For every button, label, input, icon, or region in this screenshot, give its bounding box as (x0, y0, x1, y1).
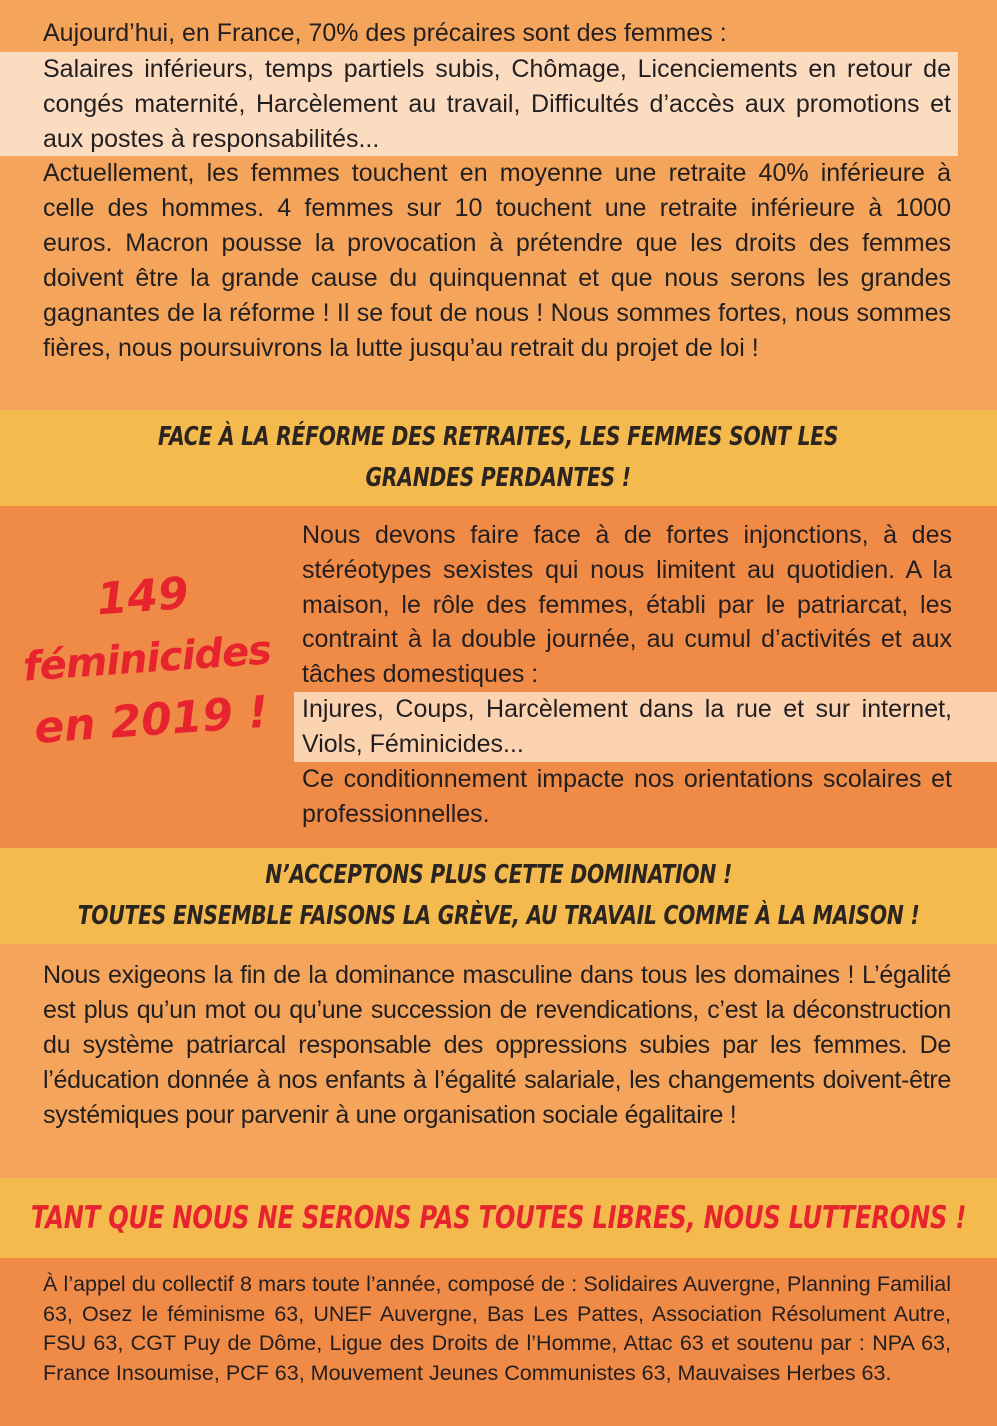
headline-line: TOUTES ENSEMBLE FAISONS LA GRÈVE, AU TRAVAIL COMME À LA MAISON ! (77, 901, 920, 931)
headline-line: GRANDES PERDANTES ! (365, 463, 632, 493)
footer-section (0, 1258, 997, 1426)
headline-line: FACE À LA RÉFORME DES RETRAITES, LES FEMMES SONT LES (158, 422, 839, 452)
demands-section (0, 944, 997, 1178)
headline-text (78, 855, 920, 937)
headline-retraites (0, 410, 997, 506)
headline-line: N’ACCEPTONS PLUS CETTE DOMINATION ! (265, 860, 732, 890)
feminicides-word: féminicides (21, 627, 273, 691)
headline-domination (0, 848, 997, 944)
intro-line: Aujourd’hui, en France, 70% des précaires sont des femmes : (43, 19, 727, 47)
intro-body: Actuellement, les femmes touchent en moyenne une retraite 40% inférieure à celle des hommes. 4 femmes sur 10 touchent une retraite inférieure à 1000 euros. Macron pousse la provocation à prétendre que les droits des femmes doivent être la grande cause du quinquennat et que nous serons les grandes gagnantes de la réforme ! Il se fout de nous ! Nous sommes fortes, nous sommes fières, nous poursuivrons la lutte jusqu’au retrait du projet de loi ! (43, 159, 951, 362)
violence-conclusion: Ce conditionnement impacte nos orientations scolaires et professionnelles. (302, 765, 952, 828)
feminicides-year: en 2019 ! (32, 686, 270, 754)
feminicides-callout (16, 558, 278, 761)
intro-section (0, 0, 997, 410)
headline-text (158, 417, 838, 499)
violence-section (0, 506, 997, 848)
headline-text: TANT QUE NOUS NE SERONS PAS TOUTES LIBRES, NOUS LUTTERONS ! (30, 1199, 967, 1236)
violence-text: Nous devons faire face à de fortes injonctions, à des stéréotypes sexistes qui nous limitent au quotidien. A la maison, le rôle des femmes, établi par le patriarcat, les contraint à la double journée, au cumul d’activités et aux tâches domestiques : (302, 521, 952, 689)
violence-highlight-text: Injures, Coups, Harcèlement dans la rue et sur internet, Viols, Féminicides... (302, 695, 952, 758)
feminicides-number: 149 (95, 568, 191, 626)
headline-lutterons (0, 1178, 997, 1258)
demands-text: Nous exigeons la fin de la dominance masculine dans tous les domaines ! L’égalité est plus qu’un mot ou qu’une succession de revendications, c’est la déconstruction du système patriarcal responsable des oppressions subies par les femmes. De l’éducation donnée à nos enfants à l’égalité salariale, les changements doivent-être systémiques pour parvenir à une organisation sociale égalitaire ! (43, 961, 951, 1129)
footer-text: À l’appel du collectif 8 mars toute l’année, composé de : Solidaires Auvergne, Planning Familial 63, Osez le féminisme 63, UNEF Auvergne, Bas Les Pattes, Association Résolument Autre, FSU 63, CGT Puy de Dôme, Ligue des Droits de l’Homme, Attac 63 et soutenu par : NPA 63, France Insoumise, PCF 63, Mouvement Jeunes Communistes 63, Mauvaises Herbes 63. (43, 1272, 951, 1385)
intro-highlight-text: Salaires inférieurs, temps partiels subis, Chômage, Licenciements en retour de congés maternité, Harcèlement au travail, Difficultés d’accès aux promotions et aux postes à responsabilités... (43, 55, 951, 153)
